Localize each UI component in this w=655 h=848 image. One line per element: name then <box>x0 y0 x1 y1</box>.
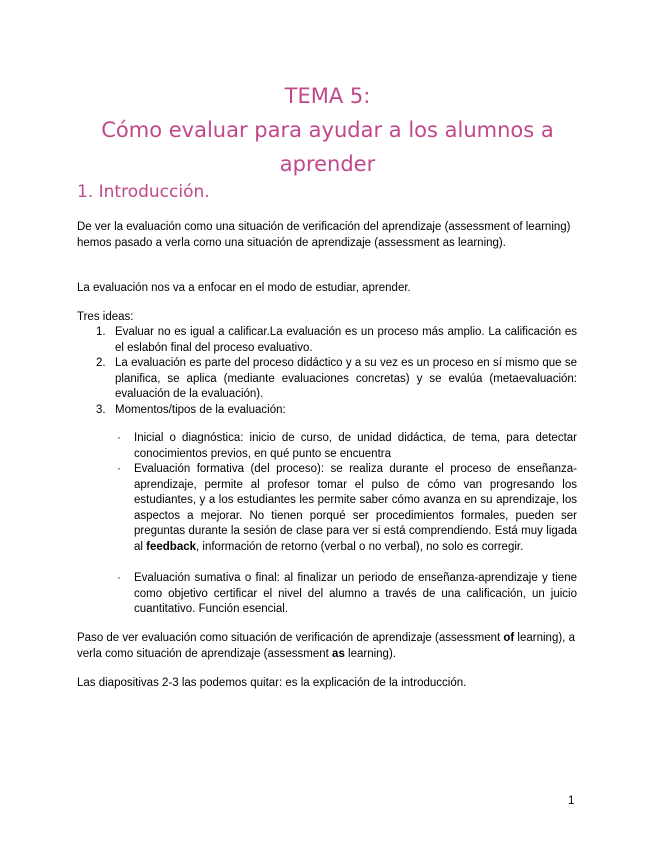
idea-text: Momentos/tipos de la evaluación: <box>115 404 286 416</box>
moment-formativa-text: Evaluación formativa (del proceso): se realiza durante el proceso de enseñanza-aprendizaje, permite al profesor tomar el pulso de cómo van progresando los estudiantes, y a los estudiantes les permite saber cómo avanza en su aprendizaje, los aspectos a mejorar. No tienen porqué ser procedimientos formales, pueden ser preguntas durante la sesión de clase para ver si está comprendiendo. Está muy ligada al <box>134 463 577 553</box>
paso-text-3: learning). <box>344 647 396 660</box>
paso-text-2: learning), a verla como situación de aprendizaje (assessment <box>77 632 575 660</box>
moment-formativa-text-end: , información de retorno (verbal o no verbal), no solo es corregir. <box>196 540 524 553</box>
paso-bold-as: as <box>332 647 345 660</box>
page-number: 1 <box>568 795 575 807</box>
idea-text: La evaluación es parte del proceso didáctico y a su vez es un proceso en sí mismo que se planifica, se aplica (mediante evaluaciones concretas) y se evalúa (metaevaluación: evaluación de la evaluación). <box>115 357 577 401</box>
title-line-3: aprender <box>279 152 376 176</box>
feedback-term: feedback <box>146 540 197 553</box>
moment-formativa <box>134 462 577 556</box>
title-line-1: TEMA 5: <box>284 84 371 108</box>
moment-inicial: Inicial o diagnóstica: inicio de curso, de unidad didáctica, de tema, para detectar conocimientos previos, en qué punto se encuentra <box>134 432 577 460</box>
paso-text-1: Paso de ver evaluación como situación de verificación de aprendizaje (assessment <box>77 632 504 644</box>
intro-paragraph: De ver la evaluación como una situación de verificación del aprendizaje (assessment of learning) hemos pasado a verla como una situación de aprendizaje (assessment as learning). <box>77 221 571 249</box>
bullet-marker: · <box>117 432 121 444</box>
section-heading: 1. Introducción. <box>77 182 210 202</box>
evaluation-paragraph: La evaluación nos va a enfocar en el modo de estudiar, aprender. <box>77 282 411 294</box>
idea-number: 3. <box>96 404 106 416</box>
paso-paragraph <box>77 631 582 662</box>
bullet-marker: · <box>117 463 121 475</box>
idea-number: 2. <box>96 357 106 369</box>
diapositivas-paragraph: Las diapositivas 2-3 las podemos quitar: es la explicación de la introducción. <box>77 677 467 689</box>
bullet-marker: · <box>117 572 121 584</box>
moment-sumativa: Evaluación sumativa o final: al finalizar un periodo de enseñanza-aprendizaje y tiene como objetivo certificar el nivel del alumno a través de una calificación, un juicio cuantitativo. Función esencial. <box>134 572 577 616</box>
paso-bold-of: of <box>503 632 515 644</box>
idea-text: Evaluar no es igual a calificar.La evaluación es un proceso más amplio. La calificación es el eslabón final del proceso evaluativo. <box>115 326 577 354</box>
title-line-2: Cómo evaluar para ayudar a los alumnos a <box>101 118 554 142</box>
idea-number: 1. <box>96 326 106 338</box>
tres-ideas-label: Tres ideas: <box>77 311 134 323</box>
